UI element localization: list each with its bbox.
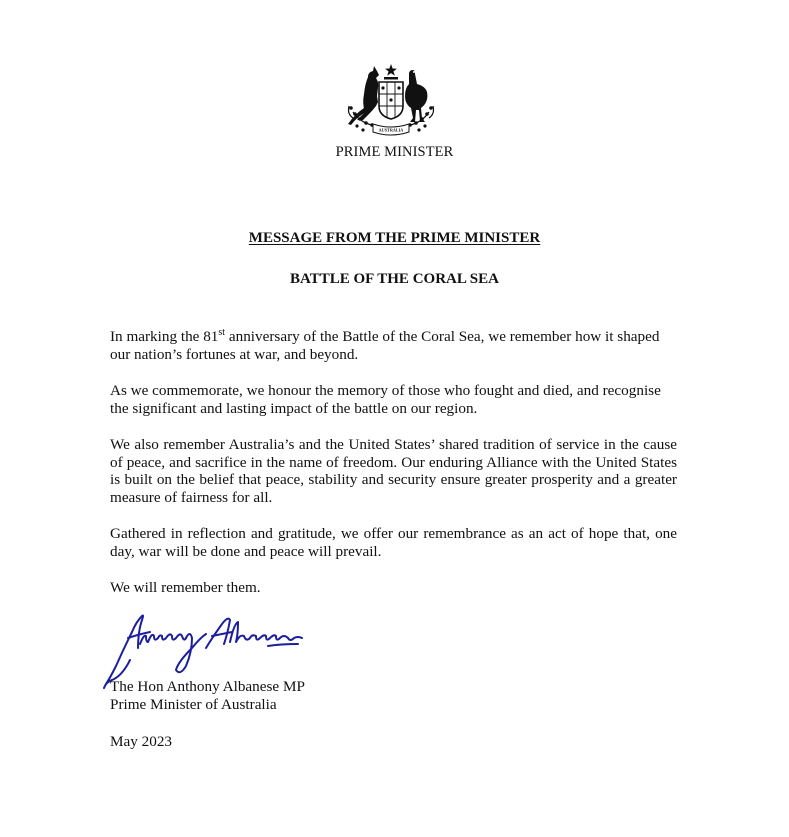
paragraph-2: As we commemorate, we honour the memory of those who fought and died, and recognise the significant and lasting impact of the battle on our region. [110,382,661,417]
paragraph-4: Gathered in reflection and gratitude, we offer our remembrance as an act of hope that, one day, war will be done and peace will prevail. [110,525,677,560]
star-icon [385,64,397,76]
paragraph-1 [110,328,677,363]
signoff-block [110,678,305,713]
message-body [110,328,677,616]
signatory-name: The Hon Anthony Albanese MP [110,678,305,695]
office-label: PRIME MINISTER [335,144,454,160]
signatory-role: Prime Minister of Australia [110,695,277,713]
paragraph-1-start: In marking the 81 [110,328,219,345]
emu-icon [405,70,427,122]
letter-date: May 2023 [110,733,173,750]
page-title: MESSAGE FROM THE PRIME MINISTER [248,230,541,246]
paragraph-5: We will remember them. [110,579,261,596]
crest-scroll-text: AUSTRALIA [378,127,404,133]
ordinal-suffix: st [218,327,226,338]
kangaroo-icon [348,66,379,125]
page-subtitle: BATTLE OF THE CORAL SEA [290,271,499,287]
australian-coat-of-arms-icon [343,62,439,140]
paragraph-3: We also remember Australia’s and the United States’ shared tradition of service in the cause of peace, and sacrifice in the name of freedom. Our enduring Alliance with the United States is built on the belief that peace, stability and security ensure greater prosperity and a greater measure of fairness for all. [110,436,677,506]
paragraph-1-rest: anniversary of the Battle of the Coral Sea, we remember how it shaped our nation’s fortunes at war, and beyond. [110,328,660,363]
